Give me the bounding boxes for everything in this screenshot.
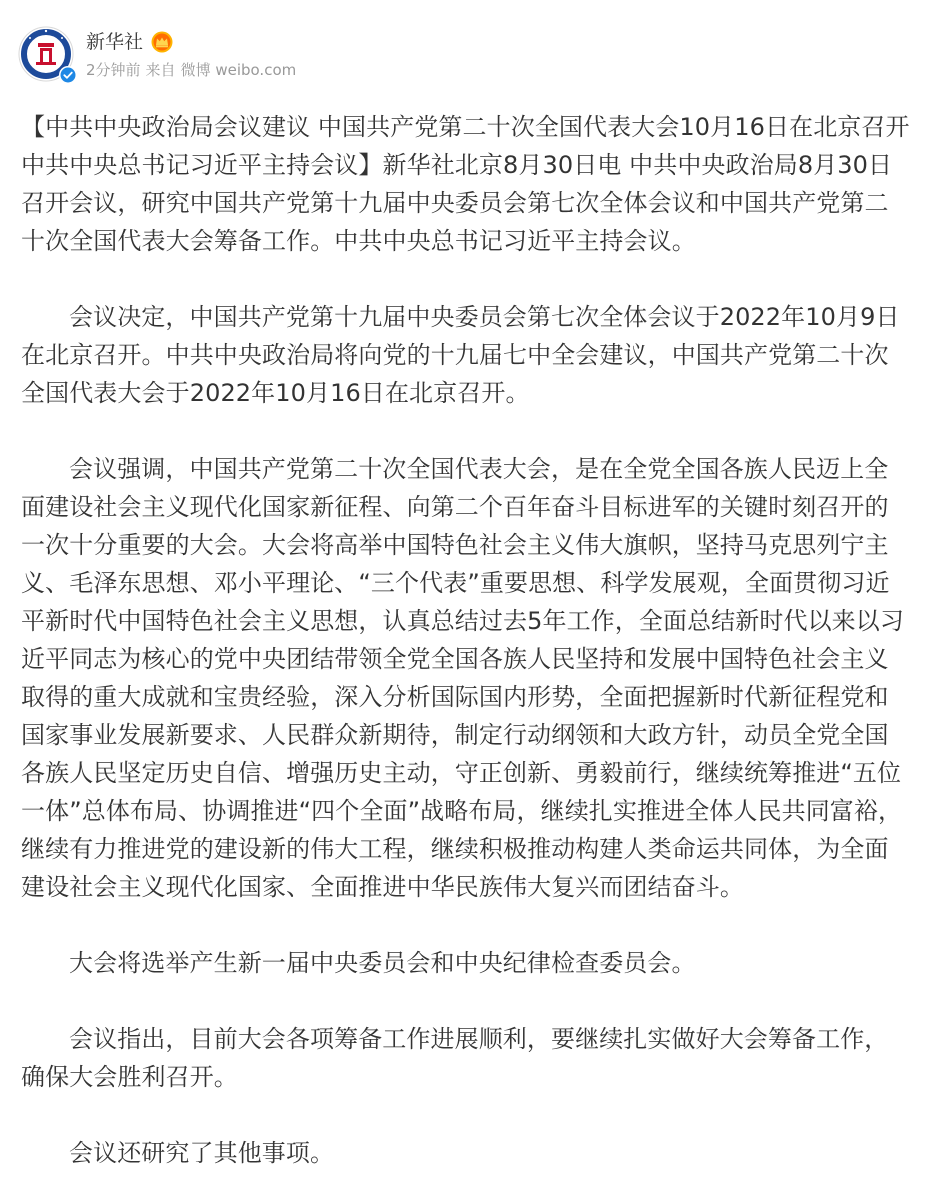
paragraph-5: 会议指出，目前大会各项筹备工作进展顺利，要继续扎实做好大会筹备工作，确保大会胜利召开。 [21,1025,889,1091]
post-source[interactable]: 微博 weibo.com [180,61,297,79]
user-info [86,27,301,81]
post-content [21,108,911,1172]
post-meta [86,59,301,81]
author-name[interactable]: 新华社 [86,31,144,53]
paragraph-1: 【中共中央政治局会议建议 中国共产党第二十次全国代表大会10月16日在北京召开 中共中央总书记习近平主持会议】新华社北京8月30日电 中共中央政治局8月30日召开会议，研究中国共产党第十九届中央委员会第七次全体会议和中国共产党第二十次全国代表大会筹备工作。中共中央总书记习近平主持会议。 [21,113,910,255]
post-time[interactable]: 2分钟前 [86,61,141,79]
paragraph-3: 会议强调，中国共产党第二十次全国代表大会，是在全党全国各族人民迈上全面建设社会主义现代化国家新征程、向第二个百年奋斗目标进军的关键时刻召开的一次十分重要的大会。大会将高举中国特色社会主义伟大旗帜，坚持马克思列宁主义、毛泽东思想、邓小平理论、“三个代表”重要思想、科学发展观，全面贯彻习近平新时代中国特色社会主义思想，认真总结过去5年工作，全面总结新时代以来以习近平同志为核心的党中央团结带领全党全国各族人民坚持和发展中国特色社会主义取得的重大成就和宝贵经验，深入分析国际国内形势，全面把握新时代新征程党和国家事业发展新要求、人民群众新期待，制定行动纲领和大政方针，动员全党全国各族人民坚定历史自信、增强历史主动，守正创新、勇毅前行，继续统筹推进“五位一体”总体布局、协调推进“四个全面”战略布局，继续扎实推进全体人民共同富裕，继续有力推进党的建设新的伟大工程，继续积极推动构建人类命运共同体，为全面建设社会主义现代化国家、全面推进中华民族伟大复兴而团结奋斗。 [21,455,904,901]
verified-badge-icon [59,66,77,84]
paragraph-6: 会议还研究了其他事项。 [69,1139,335,1167]
paragraph-4: 大会将选举产生新一届中央委员会和中央纪律检查委员会。 [69,949,696,977]
avatar[interactable] [18,26,74,82]
paragraph-2: 会议决定，中国共产党第十九届中央委员会第七次全体会议于2022年10月9日在北京召开。中共中央政治局将向党的十九届七中全会建议，中国共产党第二十次全国代表大会于2022年10月16日在北京召开。 [21,303,900,407]
name-row [86,27,301,57]
post-header [18,22,301,86]
source-prefix: 来自 [145,61,176,79]
crown-icon[interactable] [151,31,173,53]
